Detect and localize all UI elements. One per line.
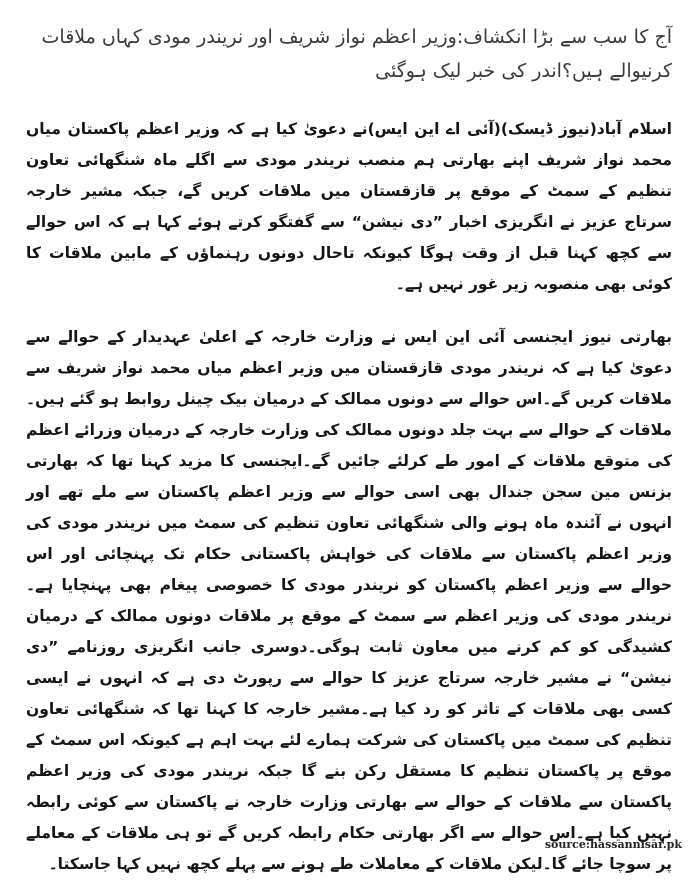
article-paragraph-2: بھارتی نیوز ایجنسی آئی این ایس نے وزارت خارجہ کے اعلیٰ عہدیدار کے حوالے سے دعویٰ کیا ہے کہ نریندر مودی قازقستان میں وزیر اعظم میاں محمد نواز شریف سے ملاقات کریں گے۔اس حوالے سے دونوں ممالک کے درمیان بیک چینل روابط ہو گئے ہیں۔ملاقات کے حوالے سے بہت جلد دونوں ممالک کی وزارت خارجہ کے درمیان وزرائے اعظم کی متوقع ملاقات کے امور طے کرلئے جائیں گے۔ایجنسی کا مزید کہنا تھا کہ بھارتی بزنس مین سجن جندال بھی اسی حوالے سے وزیر اعظم پاکستان سے ملے تھے اور انہوں نے آئندہ ماہ ہونے والی شنگھائی تعاون تنظیم کی سمٹ میں نریندر مودی کی وزیر اعظم پاکستان سے ملاقات کی خواہش پاکستانی حکام تک پہنچائی اور اس حوالے سے وزیر اعظم پاکستان کو نریندر مودی کا خصوصی پیغام بھی پہنچایا ہے۔نریندر مودی کی وزیر اعظم سے سمٹ کے موقع پر ملاقات دونوں ممالک کے درمیان کشیدگی کو کم کرنے میں معاون ثابت ہوگی۔دوسری جانب انگریزی روزنامے ”دی نیشن“ نے مشیر خارجہ سرتاج عزیز کا حوالے سے رپورٹ دی ہے کہ انہوں نے ایسی کسی بھی ملاقات کے تاثر کو رد کیا ہے۔مشیر خارجہ کا کہنا تھا کہ شنگھائی تعاون تنظیم کی سمٹ میں پاکستان کی شرکت ہمارے لئے بہت اہم ہے کیونکہ اس سمٹ کے موقع پر پاکستان تنظیم کا مستقل رکن بنے گا جبکہ نریندر مودی کی وزیر اعظم پاکستان سے ملاقات کے حوالے سے بھارتی وزارت خارجہ نے پاکستان سے کوئی رابطہ نہیں کیا ہے۔اس حوالے سے اگر بھارتی حکام رابطہ کریں گے تو ہی ملاقات کے معاملے پر سوچا جائے گا۔لیکن ملاقات کے معاملات طے ہونے سے پہلے کچھ نہیں کہا جاسکتا۔ [26,328,672,873]
source-credit: source:hassannisar.pk [544,838,682,851]
article-headline: آج کا سب سے بڑا انکشاف:وزیر اعظم نواز شریف اور نریندر مودی کہاں ملاقات کرنیوالے ہیں؟اندر کی خبر لیک ہوگئی [41,26,672,82]
article-paragraph-1: اسلام آباد(نیوز ڈیسک)(آئی اے این ایس)نے دعویٰ کیا ہے کہ وزیر اعظم پاکستان میاں محمد نواز شریف اپنے بھارتی ہم منصب نریندر مودی سے اگلے ماہ شنگھائی تعاون تنظیم کے سمٹ کے موقع پر قازقستان میں ملاقات کریں گے، جبکہ مشیر خارجہ سرتاج عزیز نے انگریزی اخبار ”دی نیشن“ سے گفتگو کرتے ہوئے کہا ہے کہ اس حوالے سے کچھ کہنا قبل از وقت ہوگا کیونکہ تاحال دونوں رہنماؤں کے مابین ملاقات کا کوئی بھی منصوبہ زیر غور نہیں ہے۔ [26,120,672,293]
